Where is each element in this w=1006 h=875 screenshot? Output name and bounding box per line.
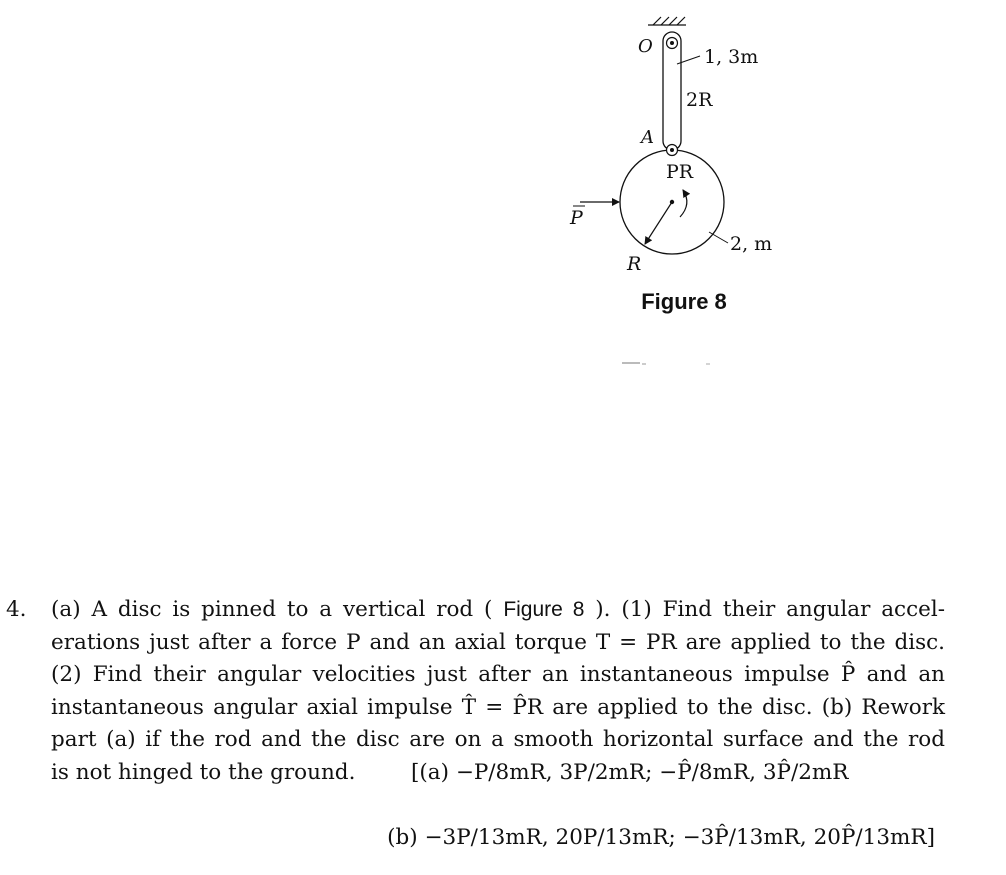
problem-line-2: erations just after a force P and an axial torque T = PR are applied to the disc. (51, 629, 945, 655)
pin-a (667, 145, 678, 156)
answer-b: (b) −3P/13mR, 20P/13mR; −3P̂/13mR, 20P̂/13mR] (387, 825, 935, 850)
vertical-rod (663, 32, 681, 150)
pin-o (667, 38, 678, 49)
problem-line-5: part (a) if the rod and the disc are on a smooth horizontal surface and the rod (51, 727, 945, 752)
label-a: A (641, 127, 654, 148)
figure-8-diagram (540, 0, 820, 290)
problem-number: 4. (6, 597, 27, 622)
label-rod: 1, 3m (704, 46, 759, 68)
problem-line-6-text: is not hinged to the ground. (51, 759, 356, 785)
label-force: P (570, 207, 583, 229)
problem-line-1-end: ). (1) Find their angular accel- (595, 597, 945, 622)
problem-line-1 (6, 594, 945, 627)
label-disc: 2, m (730, 233, 773, 255)
label-o: O (638, 36, 653, 57)
scan-artifact (620, 360, 720, 368)
label-torque: PR (666, 161, 694, 183)
problem-line-3: (2) Find their angular velocities just after an instantaneous impulse P̂ and an (51, 662, 945, 687)
answer-a: [(a) −P/8mR, 3P/2mR; −P̂/8mR, 3P̂/2mR (411, 759, 849, 785)
problem-line-1-start: (a) A disc is pinned to a vertical rod ( (51, 597, 493, 622)
disc-leader-line (709, 232, 728, 243)
label-rod-length: 2R (686, 89, 713, 111)
figure-caption: Figure 8 (641, 289, 727, 314)
figure-reference[interactable]: Figure 8 (503, 598, 585, 621)
problem-4 (0, 594, 945, 855)
label-radius: R (627, 253, 642, 275)
problem-line-4: instantaneous angular axial impulse T̂ = P̂R are applied to the disc. (b) Rework (51, 694, 945, 720)
problem-line-6 (51, 757, 945, 790)
ground-support (648, 17, 686, 25)
